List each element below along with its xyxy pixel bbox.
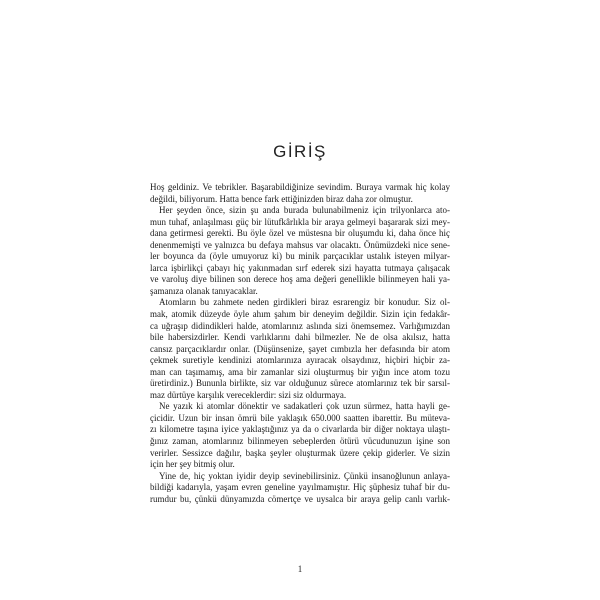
text-line: man can taşımamış, ama bir zamanlar sizi oluşturmuş bir yığın ince atom tozu xyxy=(150,366,450,377)
text-line: dana getirmesi gerekti. Bu öyle özel ve müstesna bir oluşumdu ki, daha önce hiç xyxy=(150,228,450,239)
paragraph xyxy=(150,401,450,470)
text-line: mak, atomik düzeyde öyle ahım şahım bir deneyim değildir. Sizin için fedakâr- xyxy=(150,309,450,320)
text-line: zı kilometre taşına iyice yaklaştığınız ya da o civarlarda bir diğer noktaya ulaştı- xyxy=(150,424,450,435)
body-text xyxy=(150,182,450,505)
paragraph xyxy=(150,182,450,205)
text-line: üretirdiniz.) Bununla birlikte, siz var olduğunuz sürece atomlarınız tek bir sarsıl- xyxy=(150,378,450,389)
chapter-title: GİRİŞ xyxy=(273,142,327,161)
text-line: verirler. Sessizce dağılır, başka şeyler oluşturmak üzere çekip giderler. Ve sizin xyxy=(150,447,450,458)
text-line: ca uğraşıp didindikleri halde, atomlarınız aslında sizi önemsemez. Varlığımızdan xyxy=(150,320,450,331)
text-line: şamanıza olanak tanıyacaklar. xyxy=(150,285,258,296)
text-line: ler boyunca da (öyle umuyoruz ki) bu minik parçacıklar ustalık isteyen milyar- xyxy=(150,251,450,262)
paragraph xyxy=(150,471,450,506)
text-line: Her şeyden önce, sizin şu anda burada bulunabilmeniz için trilyonlarca ato- xyxy=(159,205,450,216)
text-line: bile habersizdirler. Kendi varlıklarını dahi bilmezler. Ne de olsa akılsız, hatta xyxy=(150,332,450,343)
text-line: çicidir. Uzun bir insan ömrü bile yaklaşık 650.000 saatten ibarettir. Bu müteva- xyxy=(150,412,450,423)
text-line: larca işbirlikçi çabayı hiç yakınmadan sırf ederek sizi hayatta tutmaya çalışacak xyxy=(150,262,450,273)
text-line: denenmemişti ve yalnızca bu defaya mahsus var olacaktı. Önümüzdeki nice sene- xyxy=(150,239,450,250)
text-line: Hoş geldiniz. Ve tebrikler. Başarabildiğinize sevindim. Buraya varmak hiç kolay xyxy=(150,182,450,192)
text-line: Yine de, hiç yoktan iyidir deyip sevinebilirsiniz. Çünkü insanoğlunun anlaya- xyxy=(159,470,450,481)
text-line: çekmek suretiyle kendinizi atomlarınıza ayıracak olsaydınız, hiçbiri hiçbir za- xyxy=(150,355,450,366)
text-line: bildiği kadarıyla, yaşam evren geneline yayılmamıştır. Hiç şüphesiz tuhaf bir du- xyxy=(150,482,450,493)
page-number: 1 xyxy=(297,564,303,574)
text-line: için her şey bitmiş olur. xyxy=(150,459,235,470)
paragraph xyxy=(150,205,450,297)
text-line: Atomların bu zahmete neden girdikleri biraz esrarengiz bir konudur. Siz ol- xyxy=(159,297,450,308)
text-line: ğınız zaman, atomlarınız bilinmeyen sebeplerden ötürü vücudunuzun işine son xyxy=(150,436,450,447)
text-line: Ne yazık ki atomlar dönektir ve sadakatleri çok uzun sürmez, hatta hayli ge- xyxy=(159,401,450,412)
text-line: ve varoluş diye bilinen son derece hoş ama değeri genellikle bilinmeyen hali ya- xyxy=(150,274,450,285)
text-line: cansız parçacıklardır onlar. (Düşünsenize, şayet cımbızla her defasında bir atom xyxy=(150,343,450,354)
text-line: mun tuhaf, anlaşılması güç bir lütufkârlıkla bir araya gelmeyi başararak sizi mey- xyxy=(150,216,450,227)
paragraph xyxy=(150,297,450,401)
text-line: maz dürtüye karşılık vereceklerdir: sizi siz oldurmaya. xyxy=(150,389,347,400)
text-line: değildi, biliyorum. Hatta bence fark ettiğinizden biraz daha zor olmuştur. xyxy=(150,193,413,204)
text-line: rumdur bu, çünkü dünyamızda cömertçe ve uysalca bir araya gelip canlı varlık- xyxy=(150,493,450,504)
